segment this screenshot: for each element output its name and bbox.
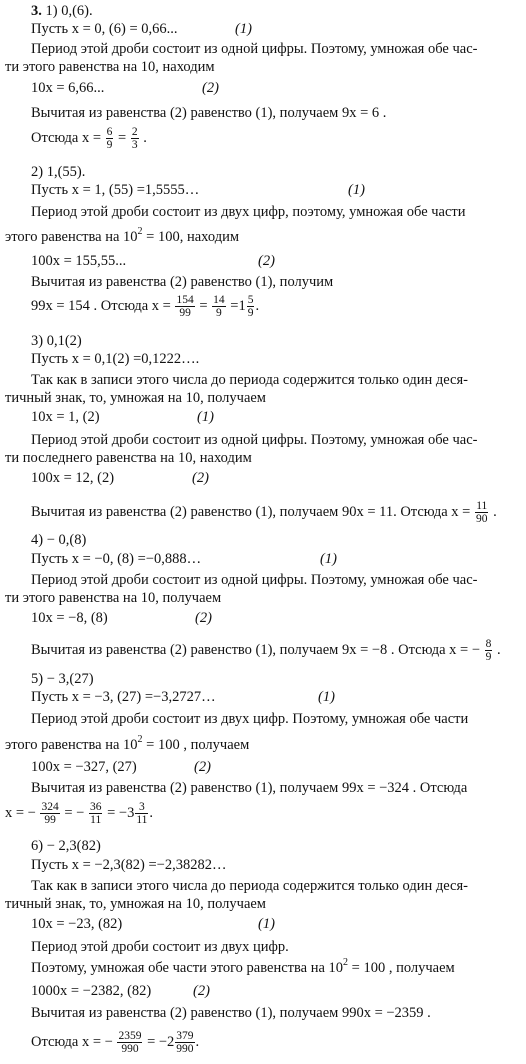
denominator: 990 bbox=[176, 1043, 194, 1055]
math-text: Вычитая из равенства (2) равенство (1), получаем 9x = −8 . Отсюда x = − bbox=[31, 641, 480, 658]
math-text: = 100, находим bbox=[142, 229, 240, 245]
math-text: = −2 bbox=[147, 1033, 175, 1050]
part1-result bbox=[31, 126, 147, 151]
denominator: 90 bbox=[475, 513, 488, 525]
part6-eq1-tag: (1) bbox=[258, 916, 275, 932]
part3-eq1: 10x = 1, (2) bbox=[31, 409, 100, 425]
part3-eq2: 100x = 12, (2) bbox=[31, 470, 115, 486]
part4-text1: Период этой дроби состоит из одной цифры. Поэтому, умножая обе час- bbox=[31, 572, 478, 588]
part4-eq2: 10x = −8, (8) bbox=[31, 610, 108, 626]
exponent: 2 bbox=[343, 957, 349, 968]
part5-eq2-tag: (2) bbox=[194, 759, 211, 775]
part6-subtract: Вычитая из равенства (2) равенство (1), получаем 990x = −2359 . bbox=[31, 1005, 431, 1021]
math-text: . bbox=[149, 804, 154, 821]
exponent: 2 bbox=[137, 226, 143, 237]
part4-let: Пусть x = −0, (8) =−0,888… bbox=[31, 551, 202, 567]
math-text: Отсюда x = − bbox=[31, 1033, 113, 1050]
part3-result bbox=[31, 500, 497, 525]
part5-subtract: Вычитая из равенства (2) равенство (1), получаем 99x = −324 . Отсюда bbox=[31, 780, 468, 796]
part3-text4: ти последнего равенства на 10, находим bbox=[5, 450, 252, 466]
numerator: 11 bbox=[476, 500, 488, 512]
fraction bbox=[89, 801, 103, 826]
denominator: 9 bbox=[485, 651, 492, 663]
fraction bbox=[175, 294, 194, 319]
numerator: 2 bbox=[131, 126, 138, 138]
math-text: = bbox=[199, 297, 208, 314]
math-text: = bbox=[118, 129, 127, 146]
part2-let-tag: (1) bbox=[348, 182, 365, 198]
part3-heading: 3) 0,1(2) bbox=[31, 333, 82, 349]
fraction bbox=[40, 801, 59, 826]
part5-let-tag: (1) bbox=[318, 689, 335, 705]
part1-text1: Период этой дроби состоит из одной цифры. Поэтому, умножая обе час- bbox=[31, 41, 478, 57]
math-text: этого равенства на 10 bbox=[5, 229, 138, 245]
part6-text1: Так как в записи этого числа до периода содержится только один деся- bbox=[31, 878, 468, 894]
denominator: 11 bbox=[136, 814, 148, 826]
part1-heading: 1) 0,(6). bbox=[45, 3, 93, 19]
math-text: Отсюда x = bbox=[31, 129, 102, 146]
part6-eq2-tag: (2) bbox=[193, 983, 210, 999]
part4-result bbox=[31, 638, 501, 663]
numerator: 2359 bbox=[118, 1030, 142, 1042]
part2-subtract: Вычитая из равенства (2) равенство (1), получим bbox=[31, 274, 334, 290]
fraction bbox=[106, 126, 114, 151]
math-text: . bbox=[255, 297, 260, 314]
numerator: 3 bbox=[135, 801, 148, 814]
part2-eq2: 100x = 155,55... bbox=[31, 253, 127, 269]
fraction bbox=[131, 126, 139, 151]
math-text: 99x = 154 . Отсюда x = bbox=[31, 297, 171, 314]
part3-text1: Так как в записи этого числа до периода содержится только один деся- bbox=[31, 372, 468, 388]
math-text: . bbox=[195, 1033, 200, 1050]
part6-text3: Период этой дроби состоит из двух цифр. bbox=[31, 939, 289, 955]
part2-text1: Период этой дроби состоит из двух цифр, поэтому, умножая обе части bbox=[31, 204, 466, 220]
fraction bbox=[247, 294, 255, 319]
part5-text1: Период этой дроби состоит из двух цифр. Поэтому, умножая обе части bbox=[31, 711, 469, 727]
math-text: = 100 , получаем bbox=[142, 737, 250, 753]
fraction bbox=[175, 1030, 194, 1055]
part4-heading: 4) − 0,(8) bbox=[31, 532, 87, 548]
part1-subtract: Вычитая из равенства (2) равенство (1), получаем 9x = 6 . bbox=[31, 105, 387, 121]
denominator: 3 bbox=[131, 139, 138, 151]
part5-text2 bbox=[5, 734, 250, 754]
part6-text2: тичный знак, то, умножая на 10, получаем bbox=[5, 896, 266, 912]
part1-text2: ти этого равенства на 10, находим bbox=[5, 59, 215, 75]
denominator: 9 bbox=[106, 139, 113, 151]
numerator: 6 bbox=[106, 126, 113, 138]
part3-eq1-tag: (1) bbox=[197, 409, 214, 425]
part5-heading: 5) − 3,(27) bbox=[31, 671, 94, 687]
denominator: 99 bbox=[179, 307, 191, 319]
math-text: x = − bbox=[5, 804, 36, 821]
denominator: 990 bbox=[121, 1043, 139, 1055]
part2-let: Пусть x = 1, (55) =1,5555… bbox=[31, 182, 200, 198]
part6-eq1: 10x = −23, (82) bbox=[31, 916, 123, 932]
part3-eq2-tag: (2) bbox=[192, 470, 209, 486]
part2-text2 bbox=[5, 226, 240, 246]
part3-text2: тичный знак, то, умножая на 10, получаем bbox=[5, 390, 266, 406]
part6-let: Пусть x = −2,3(82) =−2,38282… bbox=[31, 857, 227, 873]
denominator: 11 bbox=[90, 814, 102, 826]
math-text: . bbox=[497, 641, 501, 658]
part1-let bbox=[31, 21, 178, 38]
part1-eq2: 10x = 6,66... bbox=[31, 80, 105, 96]
math-text: Вычитая из равенства (2) равенство (1), получаем 90x = 11. Отсюда x = bbox=[31, 503, 471, 520]
math-text: = −3 bbox=[107, 804, 135, 821]
part4-text2: ти этого равенства на 10, получаем bbox=[5, 590, 222, 606]
math-text: = − bbox=[64, 804, 85, 821]
fraction bbox=[475, 500, 489, 525]
denominator: 99 bbox=[44, 814, 56, 826]
part3-let: Пусть x = 0,1(2) =0,1222…. bbox=[31, 351, 200, 367]
numerator: 8 bbox=[485, 638, 492, 650]
part6-heading: 6) − 2,3(82) bbox=[31, 838, 101, 854]
numerator: 5 bbox=[247, 294, 254, 306]
part1-let-tag: (1) bbox=[235, 21, 252, 37]
exponent: 2 bbox=[137, 734, 143, 745]
math-text: 1 bbox=[238, 297, 246, 314]
part1-eq2-tag: (2) bbox=[202, 80, 219, 96]
part2-heading: 2) 1,(55). bbox=[31, 164, 86, 180]
part5-eq2: 100x = −327, (27) bbox=[31, 759, 137, 775]
fraction bbox=[485, 638, 493, 663]
part5-result bbox=[5, 801, 153, 826]
part2-eq2-tag: (2) bbox=[258, 253, 275, 269]
fraction bbox=[117, 1030, 142, 1055]
part4-eq2-tag: (2) bbox=[195, 610, 212, 626]
numerator: 324 bbox=[41, 801, 59, 813]
math-text: Пусть x = 0, (6) = 0,66... bbox=[31, 21, 178, 37]
fraction bbox=[212, 294, 226, 319]
part3-text3: Период этой дроби состоит из одной цифры. Поэтому, умножая обе час- bbox=[31, 432, 478, 448]
math-text: этого равенства на 10 bbox=[5, 737, 138, 753]
math-text: Поэтому, умножая обе части этого равенства на 10 bbox=[31, 960, 344, 976]
problem-header bbox=[31, 3, 93, 20]
part6-text4 bbox=[31, 957, 455, 977]
numerator: 379 bbox=[176, 1030, 194, 1042]
part4-let-tag: (1) bbox=[320, 551, 337, 567]
numerator: 14 bbox=[213, 294, 225, 306]
part2-result bbox=[31, 294, 259, 319]
problem-number: 3. bbox=[31, 3, 42, 19]
denominator: 9 bbox=[216, 307, 222, 319]
numerator: 154 bbox=[176, 294, 194, 306]
part6-result bbox=[31, 1030, 199, 1055]
part5-let: Пусть x = −3, (27) =−3,2727… bbox=[31, 689, 216, 705]
numerator: 36 bbox=[89, 801, 102, 813]
math-text: . bbox=[143, 129, 147, 146]
math-text: . bbox=[493, 503, 497, 520]
math-text: = bbox=[230, 297, 239, 314]
math-text: = 100 , получаем bbox=[348, 960, 455, 976]
fraction bbox=[135, 801, 148, 826]
denominator: 9 bbox=[247, 307, 254, 319]
part6-eq2: 1000x = −2382, (82) bbox=[31, 983, 152, 999]
